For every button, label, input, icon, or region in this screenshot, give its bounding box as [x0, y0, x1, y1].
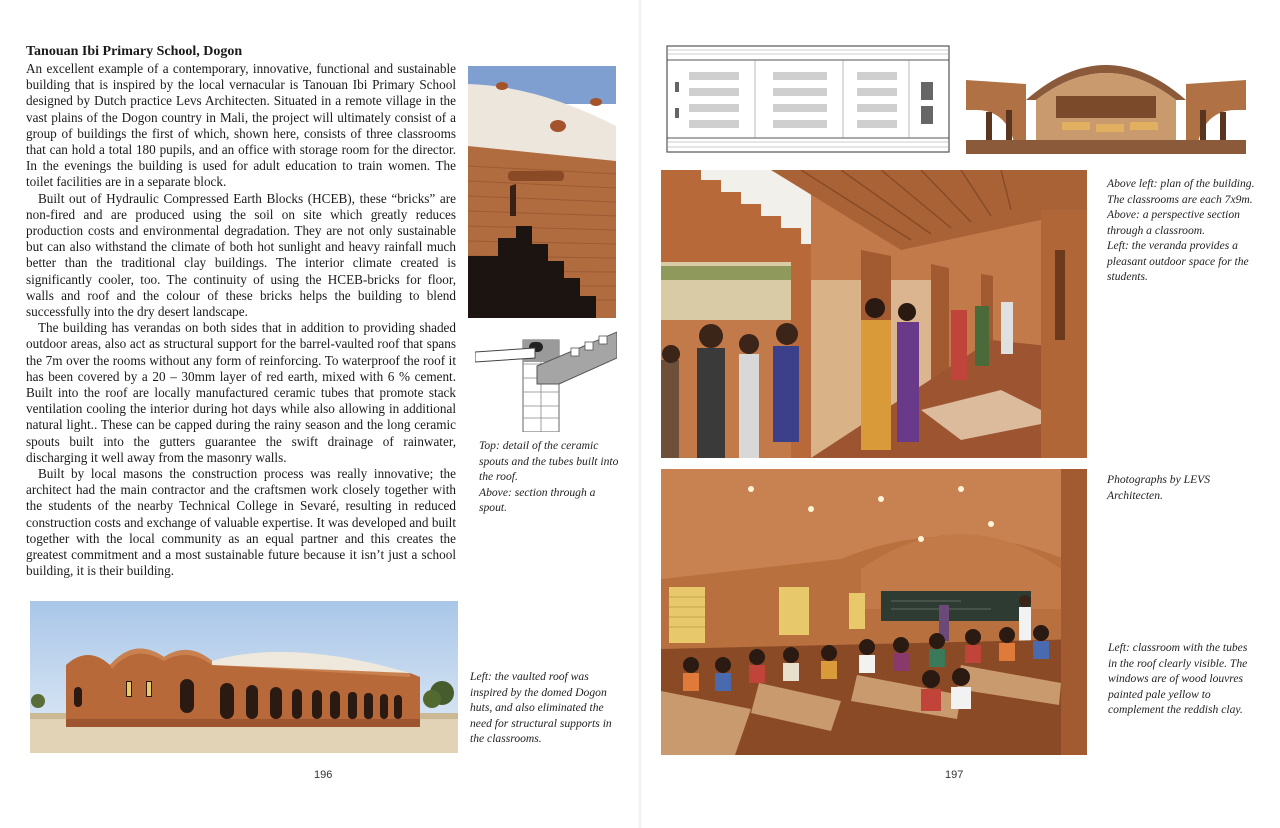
exterior-photo [30, 601, 458, 753]
caption-plan-section-veranda: Above left: plan of the building. The classrooms are each 7x9m. Above: a perspective section through a classroom. Left: the veranda provides a pleasant outdoor space for the students. [1107, 177, 1255, 283]
veranda-image [661, 170, 1087, 458]
classroom-image [661, 469, 1087, 755]
article-heading: Tanouan Ibi Primary School, Dogon [26, 44, 243, 59]
floor-plan-drawing [665, 42, 951, 156]
caption-spouts: Top: detail of the ceramic spouts and the tubes built into the roof. Above: section through a spout. [479, 439, 619, 514]
page-number-left: 196 [314, 769, 333, 781]
spout-section-image [475, 328, 617, 432]
perspective-section-image [966, 40, 1246, 156]
article-body [26, 61, 456, 580]
caption-photo-credit: Photographs by LEVS Architecten. [1107, 473, 1211, 502]
roof-spout-image [468, 66, 616, 318]
veranda-photo [661, 170, 1087, 458]
classroom-photo [661, 469, 1087, 755]
body-paragraph: Built out of Hydraulic Compressed Earth Blocks (HCEB), these “bricks” are non-fired and are produced using the soil on site which greatly reduces production costs and environmental degradation. They are not only sustainable but can also withstand the climate of both hot sunlight and heavy rainfall much better than the traditional clay buildings. The interior climate created is significantly cooler, too. The continuity of using the HCEB-bricks for floor, walls and roof and the colour of these bricks helps the building to blend successfully into the dry desert landscape. [26, 190, 456, 320]
exterior-image [30, 601, 458, 753]
right-page [640, 0, 1280, 828]
body-paragraph: Built by local masons the construction process was really innovative; the architect had the main contractor and the craftsmen work closely together with the students of the nearby Technical College in Sevaré, resulting in reduced construction costs and exchange of valuable expertise. It was developed and built together with the local community as an equal partner and this creates the greatest commitment and a most sustainable future because it isn’t just a school building, it is their building. [26, 466, 456, 579]
body-paragraph: An excellent example of a contemporary, innovative, functional and sustainable building that is inspired by the local vernacular is Tanouan Ibi Primary School designed by Dutch practice Levs Architecten. Situated in a remote village in the vast plains of the Dogon country in Mali, the project will ultimately consist of a group of buildings the first of which, shown here, consists of three classrooms that can hold a total 180 pupils, and an office with storage room for the director. In the evenings the building is used for adult education to train women. The toilet facilities are in a separate block. [26, 61, 456, 190]
perspective-section-drawing [966, 40, 1246, 156]
body-paragraph: The building has verandas on both sides that in addition to providing shaded outdoor areas, also act as structural support for the barrel-vaulted roof that spans the 7m over the rooms without any form of reinforcing. To waterproof the roof it has been covered by a 20 – 30mm layer of red earth, mixed with 6 % cement. Built into the roof are locally manufactured ceramic tubes that promote stack ventilation cooling the interior during hot days while also allowing in additional natural light.. These can be capped during the rainy season and the long ceramic spouts built into the gutters guarantee the swift drainage of rainwater, discharging it well away from the masonry walls. [26, 320, 456, 465]
page-number-right: 197 [945, 769, 964, 781]
caption-classroom: Left: classroom with the tubes in the roof clearly visible. The windows are of wood louvres painted pale yellow to complement the reddish clay. [1108, 641, 1248, 716]
roof-spout-photo [468, 66, 616, 318]
floor-plan-image [665, 42, 951, 156]
caption-exterior: Left: the vaulted roof was inspired by the domed Dogon huts, and also eliminated the need for structural supports in the classrooms. [470, 670, 612, 745]
spout-section-drawing [475, 328, 617, 432]
